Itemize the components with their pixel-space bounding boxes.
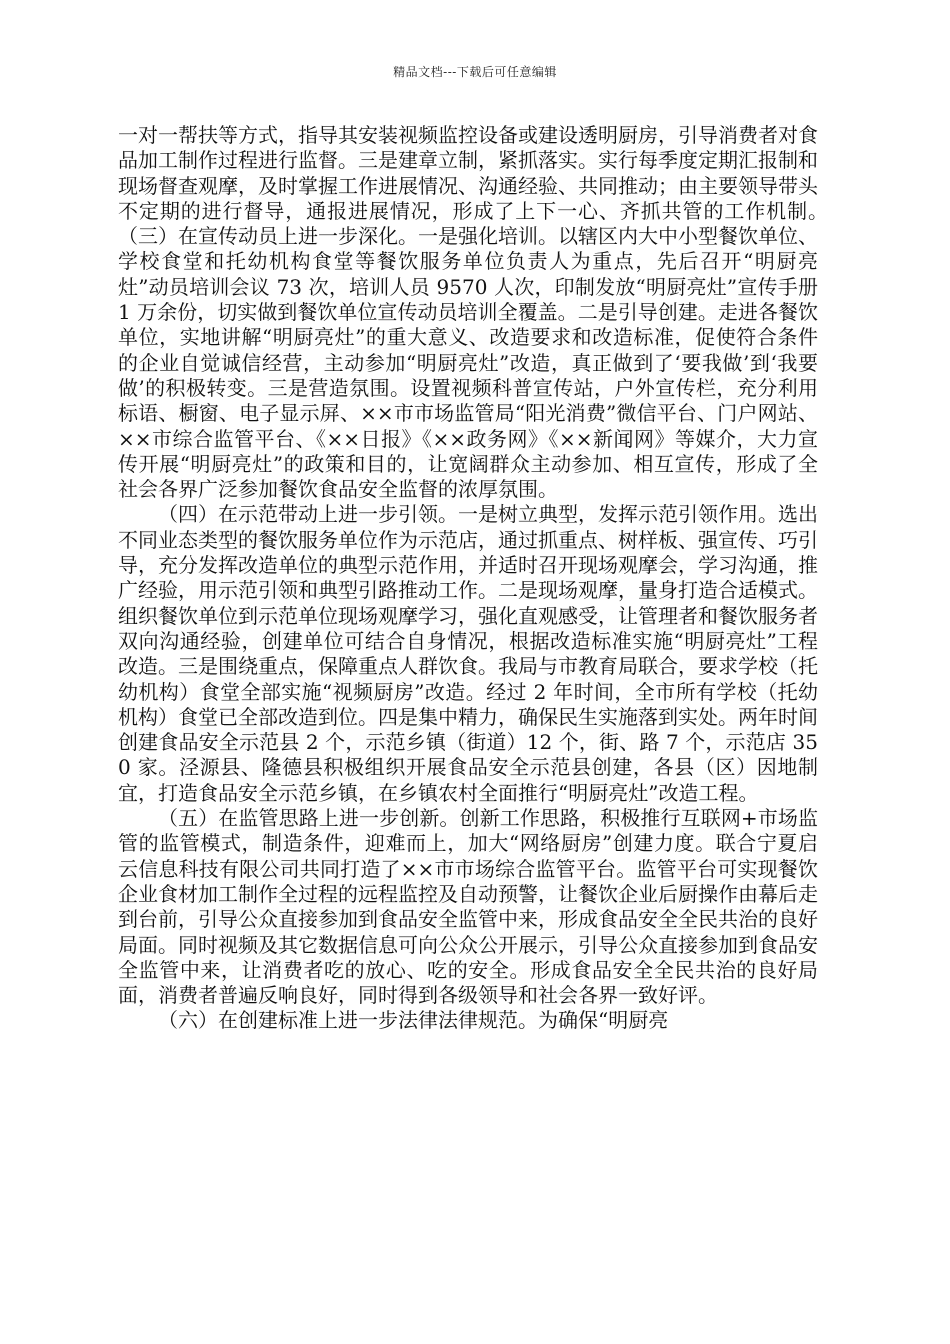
- paragraph-publicity: 一对一帮扶等方式，指导其安装视频监控设备或建设透明厨房，引导消费者对食品加工制作过程进行监督。三是建章立制，紧抓落实。实行每季度定期汇报制和现场督查观摩，及时掌握工作进展情况、沟通经验、共同推动；由主要领导带头不定期的进行督导，通报进展情况，形成了上下一心、齐抓共管的工作机制。 （三）在宣传动员上进一步深化。一是强化培训。以辖区内大中小型餐饮单位、学校食堂和托幼机构食堂等餐饮服务单位负责人为重点，先后召开“明厨亮灶”动员培训会议 73 次，培训人员 9570 人次，印制发放“明厨亮灶”宣传手册 1 万余份，切实做到餐饮单位宣传动员培训全覆盖。二是引导创建。走进各餐饮单位，实地讲解“明厨亮灶”的重大意义、改造要求和改造标准，促使符合条件的企业自觉诚信经营，主动参加“明厨亮灶”改造，真正做到了‘要我做’到‘我要做’的积极转变。三是营造氛围。设置视频科普宣传站，户外宣传栏，充分利用标语、橱窗、电子显示屏、××市市场监管局“阳光消费”微信平台、门户网站、××市综合监管平台、《××日报》《××政务网》《××新闻网》等媒介，大力宣传开展“明厨亮灶”的政策和目的，让宽阔群众主动参加、相互宣传，形成了全社会各界广泛参加餐饮食品安全监督的浓厚氛围。: [118, 123, 838, 502]
- paragraph-standards: （六）在创建标准上进一步法律法律规范。为确保“明厨亮: [158, 1008, 669, 1033]
- document-body: [118, 123, 838, 1034]
- paragraph-supervision: （五）在监管思路上进一步创新。创新工作思路，积极推行互联网+市场监管的监管模式，制造条件，迎难而上，加大“网络厨房”创建力度。联合宁夏启云信息科技有限公司共同打造了××市市场综合监管平台。监管平台可实现餐饮企业食材加工制作全过程的远程监控及自动预警，让餐饮企业后厨操作由幕后走到台前，引导公众直接参加到食品安全监管中来，形成食品安全全民共治的良好局面。同时视频及其它数据信息可向公众公开展示，引导公众直接参加到食品安全监管中来，让消费者吃的放心、吃的安全。形成食品安全全民共治的良好局面，消费者普遍反响良好，同时得到各级领导和社会各界一致好评。: [118, 806, 818, 1008]
- page-header: 精品文档---下载后可任意编辑: [393, 65, 557, 79]
- paragraph-demonstration: （四）在示范带动上进一步引领。一是树立典型，发挥示范引领作用。选出不同业态类型的餐饮服务单位作为示范店，通过抓重点、树样板、强宣传、巧引导，充分发挥改造单位的典型示范作用，并适时召开现场观摩会，学习沟通，推广经验，用示范引领和典型引路推动工作。二是现场观摩，量身打造合适模式。组织餐饮单位到示范单位现场观摩学习，强化直观感受，让管理者和餐饮服务者双向沟通经验，创建单位可结合自身情况，根据改造标准实施“明厨亮灶”工程改造。三是围绕重点，保障重点人群饮食。我局与市教育局联合，要求学校（托幼机构）食堂全部实施“视频厨房”改造。经过 2 年时间，全市所有学校（托幼机构）食堂已全部改造到位。四是集中精力，确保民生实施落到实处。两年时间创建食品安全示范县 2 个，示范乡镇（街道）12 个，街、路 7 个，示范店 350 家。泾源县、隆德县积极组织开展食品安全示范县创建，各县（区）因地制宜，打造食品安全示范乡镇，在乡镇农村全面推行“明厨亮灶”改造工程。: [118, 502, 818, 805]
